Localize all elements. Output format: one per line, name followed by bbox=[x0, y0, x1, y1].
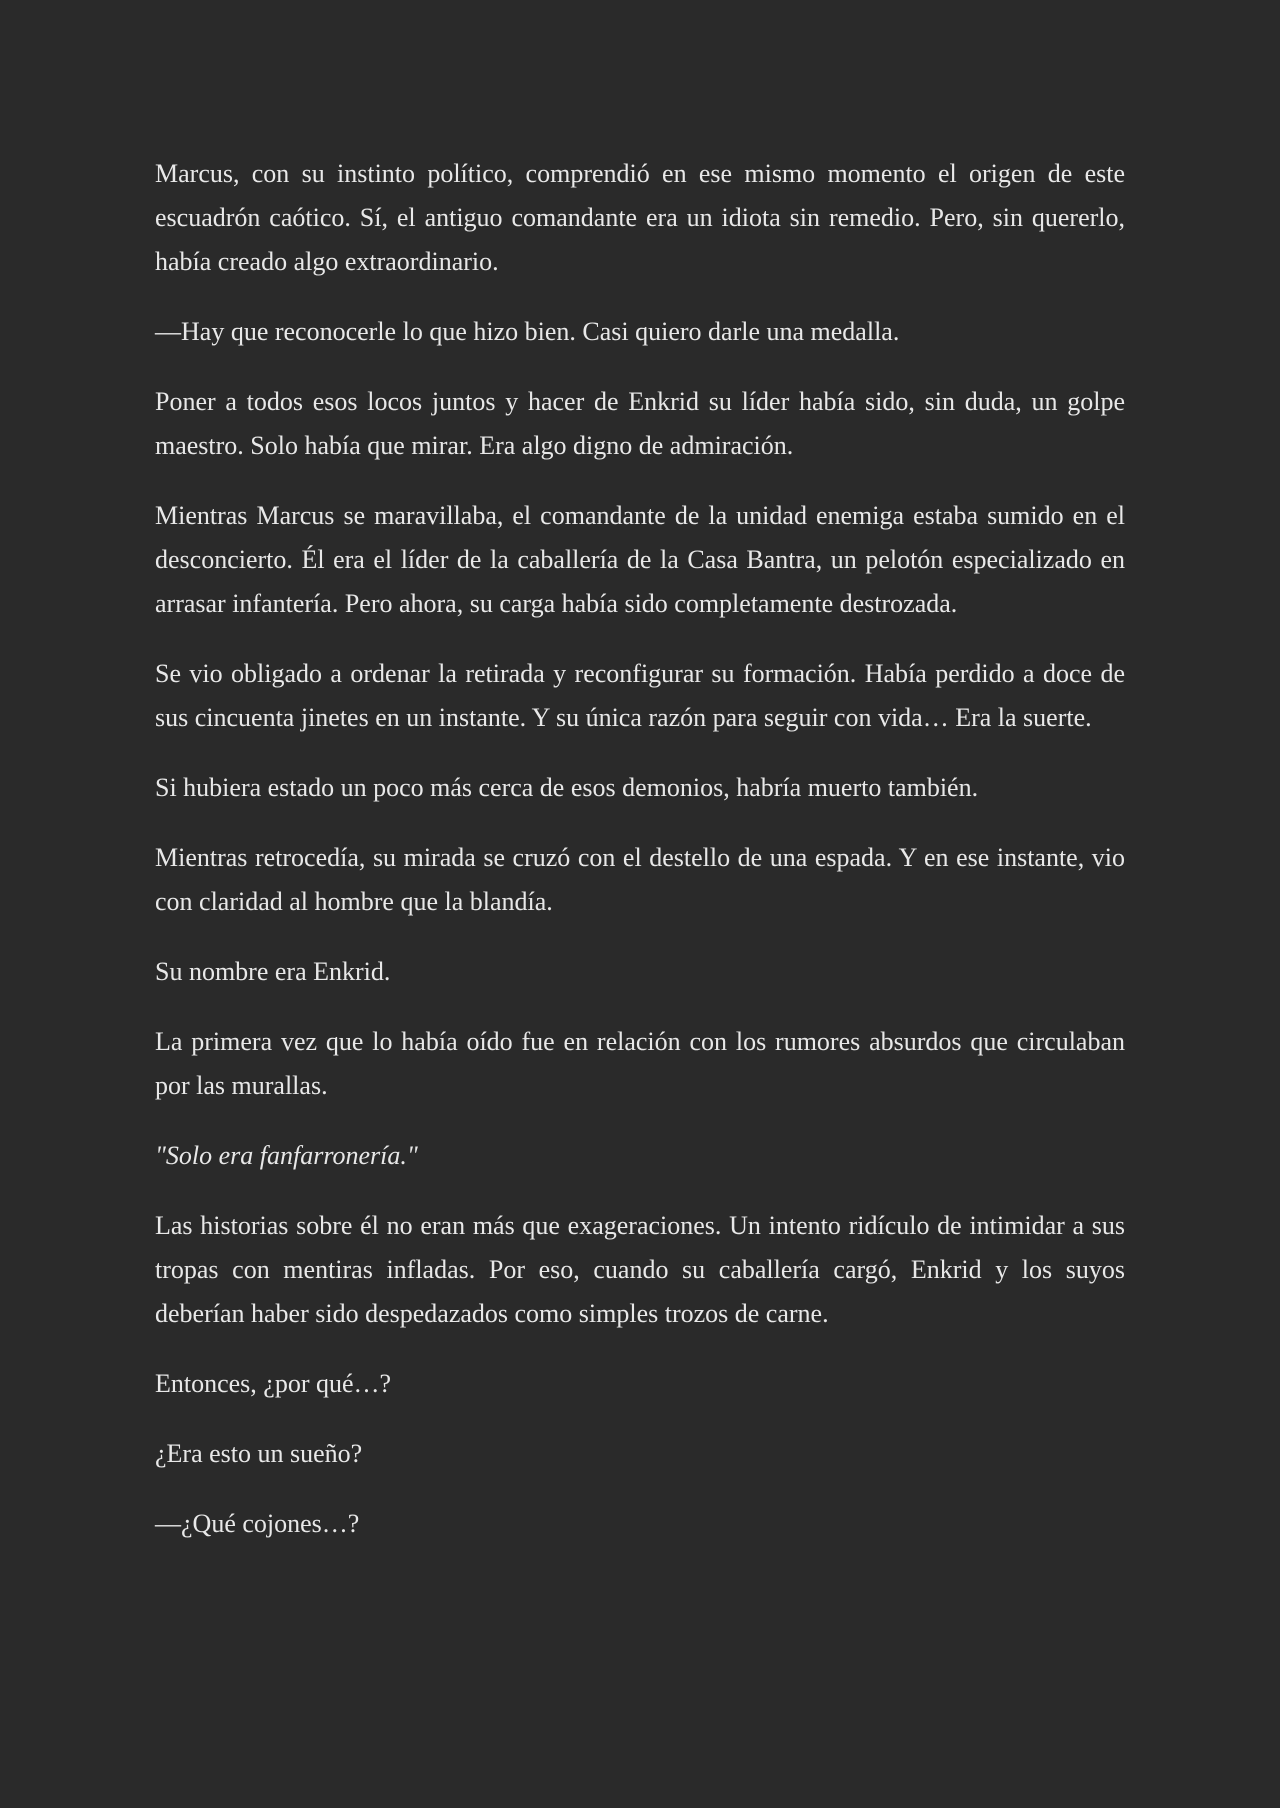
paragraph: Poner a todos esos locos juntos y hacer de Enkrid su líder había sido, sin duda, un golpe maestro. Solo había que mirar. Era algo digno de admiración. bbox=[155, 387, 1125, 460]
paragraph: ¿Era esto un sueño? bbox=[155, 1439, 363, 1468]
paragraph: Se vio obligado a ordenar la retirada y reconfigurar su formación. Había perdido a doce de sus cincuenta jinetes en un instante. Y su única razón para seguir con vida… Era la suerte. bbox=[155, 659, 1125, 732]
paragraph: Mientras Marcus se maravillaba, el comandante de la unidad enemiga estaba sumido en el desconcierto. Él era el líder de la caballería de la Casa Bantra, un pelotón especializado en arrasar infantería. Pero ahora, su carga había sido completamente destrozada. bbox=[155, 501, 1125, 618]
paragraph: Las historias sobre él no eran más que exageraciones. Un intento ridículo de intimidar a sus tropas con mentiras infladas. Por eso, cuando su caballería cargó, Enkrid y los suyos deberían haber sido despedazados como simples trozos de carne. bbox=[155, 1211, 1125, 1328]
dialogue-paragraph: —Hay que reconocerle lo que hizo bien. Casi quiero darle una medalla. bbox=[155, 317, 900, 346]
thought-paragraph: "Solo era fanfarronería." bbox=[155, 1141, 418, 1170]
paragraph: Mientras retrocedía, su mirada se cruzó con el destello de una espada. Y en ese instante, vio con claridad al hombre que la blandía. bbox=[155, 843, 1125, 916]
paragraph: Entonces, ¿por qué…? bbox=[155, 1369, 392, 1398]
paragraph: Si hubiera estado un poco más cerca de esos demonios, habría muerto también. bbox=[155, 773, 979, 802]
paragraph: Su nombre era Enkrid. bbox=[155, 957, 391, 986]
paragraph: La primera vez que lo había oído fue en relación con los rumores absurdos que circulaban por las murallas. bbox=[155, 1027, 1125, 1100]
dialogue-paragraph: —¿Qué cojones…? bbox=[155, 1509, 360, 1538]
paragraph: Marcus, con su instinto político, comprendió en ese mismo momento el origen de este escuadrón caótico. Sí, el antiguo comandante era un idiota sin remedio. Pero, sin quererlo, había creado algo extraordinario. bbox=[155, 159, 1125, 276]
